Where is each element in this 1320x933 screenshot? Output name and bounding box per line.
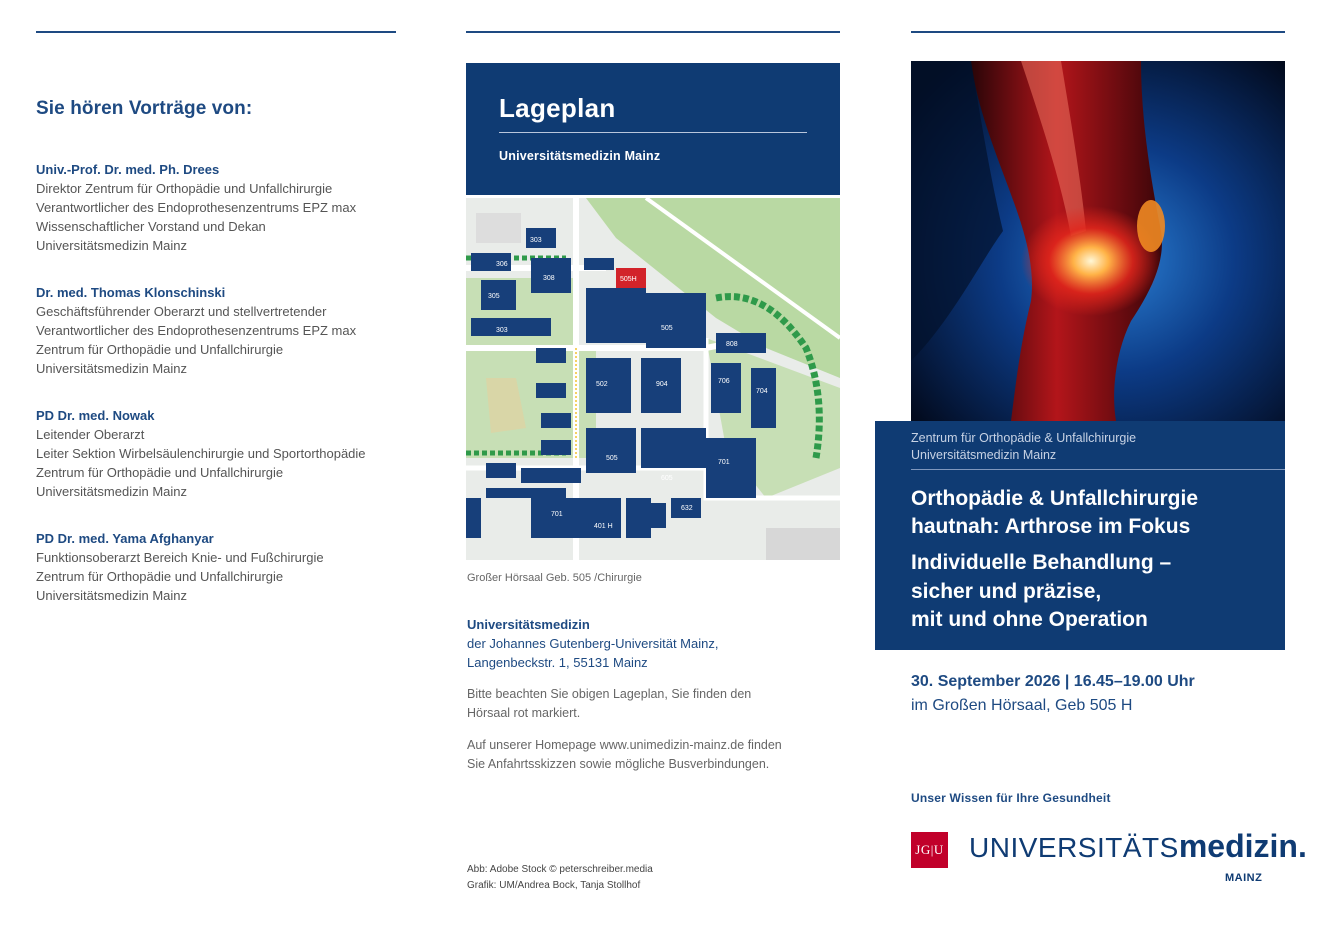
map-label: 701 [551, 511, 563, 518]
top-rule-right [911, 31, 1285, 33]
speaker-role: Direktor Zentrum für Orthopädie und Unfallchirurgie [36, 181, 333, 196]
event-title-line: Orthopädie & Unfallchirurgie [911, 487, 1199, 510]
event-title-line: hautnah: Arthrose im Fokus [911, 515, 1191, 538]
map-label: 308 [543, 275, 555, 282]
speaker-name: PD Dr. med. Nowak [36, 408, 155, 423]
event-venue: im Großen Hörsaal, Geb 505 H [911, 697, 1133, 714]
map-label: 704 [756, 388, 768, 395]
speaker-role: Zentrum für Orthopädie und Unfallchirurgie [36, 569, 284, 584]
event-subtitle-line: sicher und präzise, [911, 579, 1102, 603]
image-credits [467, 862, 653, 894]
event-subtitle [911, 549, 1171, 635]
speaker-role: Leiter Sektion Wirbelsäulenchirurgie und Sportorthopädie [36, 446, 366, 461]
speaker-block [36, 529, 416, 605]
speakers-column [36, 98, 416, 633]
map-label: 305 [488, 293, 500, 300]
speaker-block [36, 283, 416, 378]
map-label: 306 [496, 261, 508, 268]
speaker-role: Leitender Oberarzt [36, 427, 145, 442]
lageplan-header [466, 63, 840, 195]
note-line: Hörsaal rot markiert. [467, 706, 581, 720]
speakers-heading: Sie hören Vorträge von: [36, 98, 253, 119]
map-label: 632 [681, 505, 693, 512]
note-line: Bitte beachten Sie obigen Lageplan, Sie finden den [467, 687, 752, 701]
speaker-name: PD Dr. med. Yama Afghanyar [36, 531, 214, 546]
map-label: 303 [496, 327, 508, 334]
map-label: 904 [656, 381, 668, 388]
speaker-role: Universitätsmedizin Mainz [36, 588, 187, 603]
department [911, 430, 1136, 464]
event-subtitle-line: Individuelle Behandlung – [911, 551, 1172, 574]
map-label: 505H [620, 276, 637, 283]
event-subtitle-line: mit und ohne Operation [911, 608, 1148, 631]
knee-illustration [911, 61, 1285, 421]
event-date: 30. September 2026 | 16.45–19.00 Uhr [911, 673, 1195, 690]
map-label: 303 [530, 237, 542, 244]
speaker-role: Universitätsmedizin Mainz [36, 361, 187, 376]
speaker-role: Zentrum für Orthopädie und Unfallchirurgie [36, 465, 284, 480]
universitaetsmedizin-logo [969, 828, 1307, 865]
jgu-logo: JG|U [911, 832, 948, 868]
speaker-role: Geschäftsführender Oberarzt und stellvertretender [36, 304, 327, 319]
credit-line: Grafik: UM/Andrea Bock, Tanja Stollhof [467, 880, 641, 891]
map-label: 401 H [594, 523, 613, 530]
credit-line: Abb: Adobe Stock © peterschreiber.media [467, 864, 653, 875]
speaker-role: Zentrum für Orthopädie und Unfallchirurgie [36, 342, 284, 357]
speaker-role: Wissenschaftlicher Vorstand und Dekan [36, 219, 266, 234]
map-label: 502 [596, 381, 608, 388]
map-note [467, 685, 751, 723]
map-label: 701 [718, 459, 730, 466]
lageplan-subtitle: Universitätsmedizin Mainz [499, 149, 661, 163]
speaker-role: Verantwortlicher des Endoprothesenzentrums EPZ max [36, 200, 357, 215]
map-label: 605 [661, 475, 673, 482]
logo-city: MAINZ [1225, 872, 1263, 884]
map-label: 808 [726, 341, 738, 348]
speaker-block [36, 406, 416, 501]
department-line: Zentrum für Orthopädie & Unfallchirurgie [911, 431, 1137, 445]
address-block [467, 615, 718, 672]
campus-map-graphic [466, 198, 840, 560]
speaker-role: Verantwortlicher des Endoprothesenzentrums EPZ max [36, 323, 357, 338]
department-line: Universitätsmedizin Mainz [911, 448, 1057, 462]
map-label: 505 [606, 455, 618, 462]
homepage-note [467, 736, 782, 774]
note-line: Auf unserer Homepage www.unimedizin-mainz.de finden [467, 738, 782, 752]
speaker-role: Universitätsmedizin Mainz [36, 238, 187, 253]
top-rule-left [36, 31, 396, 33]
speaker-name: Univ.-Prof. Dr. med. Ph. Drees [36, 162, 220, 177]
campus-map[interactable] [466, 198, 840, 560]
slogan: Unser Wissen für Ihre Gesundheit [911, 791, 1111, 805]
lageplan-title: Lageplan [499, 93, 807, 133]
top-rule-middle [466, 31, 840, 33]
note-line: Sie Anfahrtsskizzen sowie mögliche Busverbindungen. [467, 757, 770, 771]
address-line: der Johannes Gutenberg-Universität Mainz, [467, 636, 719, 651]
map-label: 706 [718, 378, 730, 385]
speaker-role: Funktionsoberarzt Bereich Knie- und Fußchirurgie [36, 550, 324, 565]
speaker-name: Dr. med. Thomas Klonschinski [36, 285, 226, 300]
event-title [911, 485, 1198, 541]
speaker-block [36, 160, 416, 255]
address-name: Universitätsmedizin [467, 617, 590, 632]
logo-word: medizin. [1178, 828, 1307, 864]
logo-word: UNIVERSITÄTS [969, 832, 1179, 863]
event-info-box [875, 421, 1285, 650]
address-line: Langenbeckstr. 1, 55131 Mainz [467, 655, 648, 670]
map-label: 505 [661, 325, 673, 332]
speaker-role: Universitätsmedizin Mainz [36, 484, 187, 499]
divider [911, 469, 1285, 470]
map-caption: Großer Hörsaal Geb. 505 /Chirurgie [467, 572, 642, 584]
